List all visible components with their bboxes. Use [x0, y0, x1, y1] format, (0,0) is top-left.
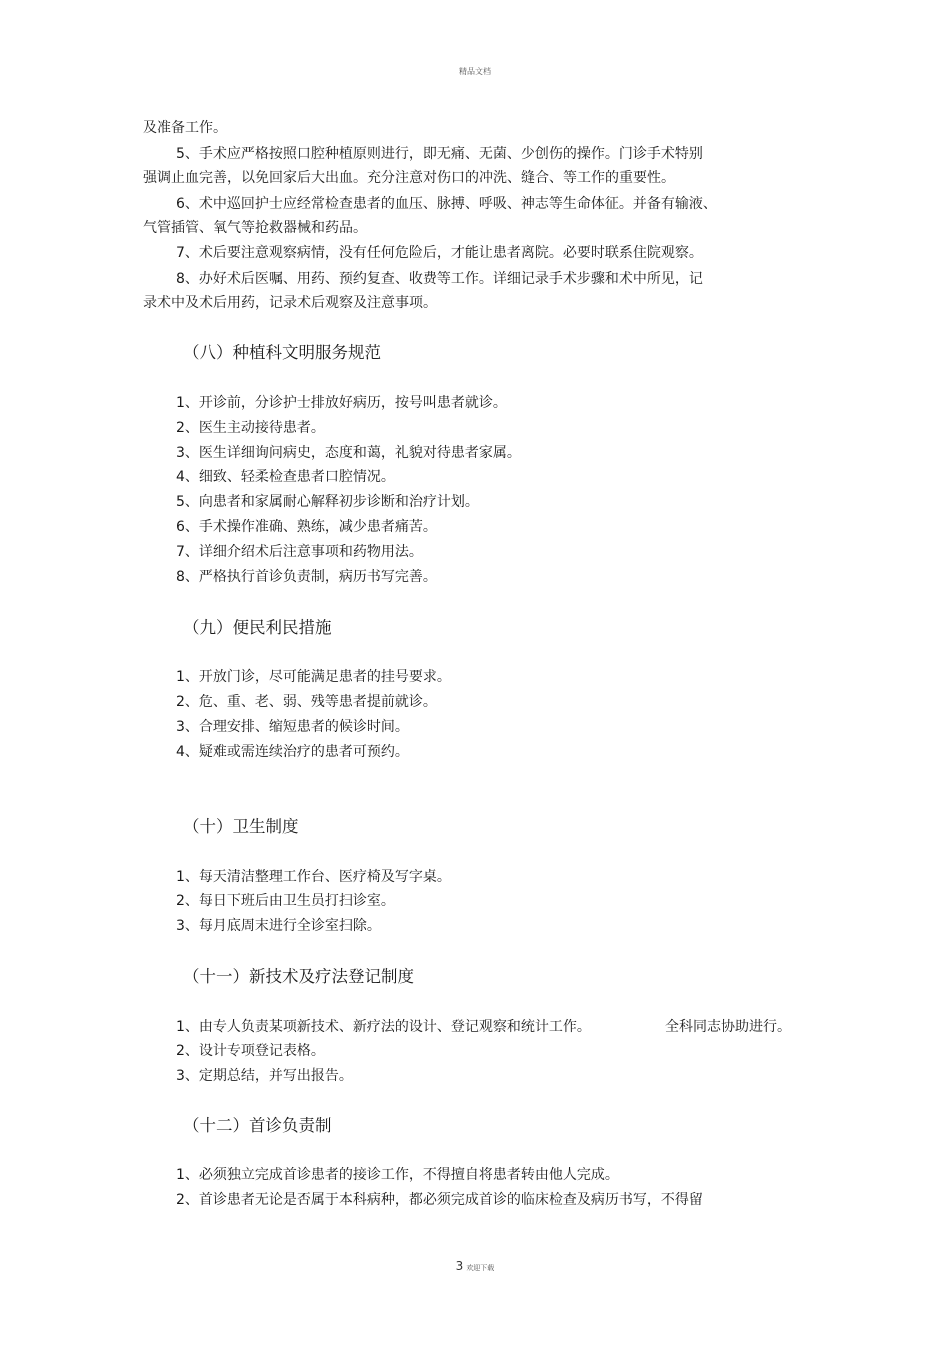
page-number: 3 [455, 1259, 464, 1273]
section-heading: （八）种植科文明服务规范 [183, 343, 381, 362]
list-item: 1、必须独立完成首诊患者的接诊工作，不得擅自将患者转由他人完成。 [176, 1167, 619, 1183]
paragraph-line: 6、术中巡回护士应经常检查患者的血压、脉搏、呼吸、神志等生命体征。并备有输液、 [176, 196, 717, 212]
list-item: 2、每日下班后由卫生员打扫诊室。 [176, 893, 395, 909]
list-item: 1、开放门诊，尽可能满足患者的挂号要求。 [176, 669, 451, 685]
paragraph-line: 录术中及术后用药，记录术后观察及注意事项。 [143, 295, 437, 311]
section-heading: （九）便民利民措施 [183, 618, 332, 637]
list-item: 8、严格执行首诊负责制，病历书写完善。 [176, 569, 437, 585]
list-item: 3、医生详细询问病史，态度和蔼，礼貌对待患者家属。 [176, 445, 521, 461]
list-item: 1、由专人负责某项新技术、新疗法的设计、登记观察和统计工作。 [176, 1019, 591, 1035]
section-heading: （十一）新技术及疗法登记制度 [183, 967, 414, 986]
paragraph-line: 强调止血完善，以免回家后大出血。充分注意对伤口的冲洗、缝合、等工作的重要性。 [143, 170, 675, 186]
list-item: 7、详细介绍术后注意事项和药物用法。 [176, 544, 423, 560]
section-heading: （十）卫生制度 [183, 817, 299, 836]
page-header: 精品文档 [459, 67, 491, 76]
list-item: 2、首诊患者无论是否属于本科病种，都必须完成首诊的临床检查及病历书写，不得留 [176, 1192, 703, 1208]
footer-text: 欢迎下载 [466, 1264, 495, 1272]
paragraph-line: 5、手术应严格按照口腔种植原则进行，即无痛、无菌、少创伤的操作。门诊手术特别 [176, 146, 703, 162]
list-item: 6、手术操作准确、熟练，减少患者痛苦。 [176, 519, 437, 535]
list-item: 2、危、重、老、弱、残等患者提前就诊。 [176, 694, 437, 710]
list-item: 1、每天清洁整理工作台、医疗椅及写字桌。 [176, 869, 451, 885]
list-item: 5、向患者和家属耐心解释初步诊断和治疗计划。 [176, 494, 479, 510]
list-item-continuation: 全科同志协助进行。 [665, 1019, 791, 1035]
list-item: 2、设计专项登记表格。 [176, 1043, 325, 1059]
list-item: 2、医生主动接待患者。 [176, 420, 325, 436]
list-item: 3、合理安排、缩短患者的候诊时间。 [176, 719, 409, 735]
paragraph-line: 及准备工作。 [143, 120, 227, 136]
paragraph-line: 气管插管、氧气等抢救器械和药品。 [143, 220, 367, 236]
page-footer [0, 1259, 950, 1273]
paragraph-line: 7、术后要注意观察病情，没有任何危险后，才能让患者离院。必要时联系住院观察。 [176, 245, 703, 261]
list-item: 1、开诊前，分诊护士排放好病历，按号叫患者就诊。 [176, 395, 507, 411]
list-item: 4、疑难或需连续治疗的患者可预约。 [176, 744, 409, 760]
list-item: 3、每月底周末进行全诊室扫除。 [176, 918, 381, 934]
paragraph-line: 8、办好术后医嘱、用药、预约复查、收费等工作。详细记录手术步骤和术中所见，记 [176, 271, 703, 287]
section-heading: （十二）首诊负责制 [183, 1116, 332, 1135]
list-item: 3、定期总结，并写出报告。 [176, 1068, 353, 1084]
list-item: 4、细致、轻柔检查患者口腔情况。 [176, 469, 395, 485]
